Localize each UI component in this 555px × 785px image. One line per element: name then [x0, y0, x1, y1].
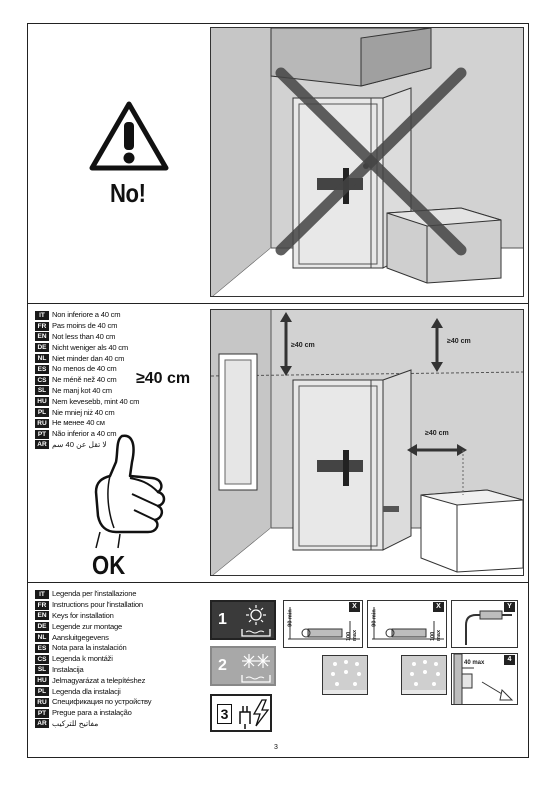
dimension-label: 100 max	[346, 629, 358, 641]
cold-water-snowflake-icon	[238, 650, 274, 684]
language-code: CS	[35, 655, 49, 664]
diagram-tag: X	[349, 602, 360, 612]
legend-title: Pregue para a instalação	[52, 708, 132, 718]
list-item	[35, 418, 139, 429]
list-item	[35, 407, 139, 418]
language-code: NL	[35, 354, 49, 363]
dimension-label: ≥40 cm	[425, 430, 449, 437]
page-number: 3	[274, 744, 278, 751]
note-text: Ne manj kot 40 cm	[52, 385, 112, 395]
list-item	[35, 321, 139, 332]
note-text: لا تقل عن 40 سم	[52, 439, 107, 449]
distance-notes-list	[35, 310, 139, 450]
note-text: Not less than 40 cm	[52, 331, 116, 341]
dimension-label: ≥40 cm	[447, 338, 471, 345]
legend-title: Nota para la instalación	[52, 643, 127, 653]
legend-title: Keys for installation	[52, 610, 114, 620]
shower-spray-illustration	[401, 655, 447, 695]
note-text: Non inferiore a 40 cm	[52, 310, 121, 320]
language-code: SL	[35, 386, 49, 395]
list-item	[35, 364, 139, 375]
diagram-tag: X	[433, 602, 444, 612]
language-code: CS	[35, 376, 49, 385]
list-item	[35, 719, 151, 730]
section-divider	[27, 582, 529, 583]
hot-water-sun-icon	[238, 604, 274, 638]
incorrect-installation-illustration	[210, 27, 524, 297]
ok-label: OK	[92, 550, 126, 580]
legend-title: Legenda dla instalacji	[52, 686, 121, 696]
diagram-tag: Y	[504, 602, 515, 612]
dimension-label: ≥40 cm	[291, 342, 315, 349]
language-code: FR	[35, 601, 49, 610]
warning-triangle-icon	[89, 100, 169, 172]
note-text: Nie mniej niż 40 cm	[52, 407, 115, 417]
dimension-label: 90 min	[287, 609, 294, 627]
language-code: ES	[35, 365, 49, 374]
language-code: RU	[35, 698, 49, 707]
language-code: EN	[35, 611, 49, 620]
list-item	[35, 310, 139, 321]
list-item	[35, 589, 151, 600]
note-text: Nicht weniger als 40 cm	[52, 342, 129, 352]
legend-title: Legende zur montage	[52, 621, 123, 631]
list-item	[35, 697, 151, 708]
list-item	[35, 332, 139, 343]
list-item	[35, 600, 151, 611]
list-item	[35, 375, 139, 386]
legend-title: Instructions pour l'installation	[52, 600, 143, 610]
legend-title: Спецификация по устройству	[52, 697, 152, 707]
language-code: IT	[35, 311, 49, 320]
min-distance-label: ≥40 cm	[136, 370, 191, 387]
language-code: PL	[35, 687, 49, 696]
dimension-label: 100 max	[430, 629, 442, 641]
list-item	[35, 342, 139, 353]
legend-title: Jelmagyarázat a telepítéshez	[52, 675, 146, 685]
note-text: Nem kevesebb, mint 40 cm	[52, 396, 140, 406]
language-code: DE	[35, 343, 49, 352]
warning-label: No!	[110, 178, 146, 208]
language-code: AR	[35, 719, 49, 728]
list-item	[35, 621, 151, 632]
correct-installation-illustration	[210, 309, 524, 576]
language-code: FR	[35, 322, 49, 331]
note-text: Не менее 40 см	[52, 418, 105, 428]
list-item	[35, 632, 151, 643]
note-text: Pas moins de 40 cm	[52, 321, 118, 331]
legend-key-electric	[210, 694, 272, 732]
language-code: DE	[35, 622, 49, 631]
list-item	[35, 396, 139, 407]
dimension-label: 40 max	[464, 660, 485, 666]
list-item	[35, 386, 139, 397]
list-item	[35, 665, 151, 676]
legend-key-hot-water	[210, 600, 276, 640]
diagram-tag: 4	[504, 655, 515, 665]
language-code: ES	[35, 644, 49, 653]
legend-title: Legenda k montáži	[52, 654, 113, 664]
language-code: SL	[35, 665, 49, 674]
language-code: EN	[35, 332, 49, 341]
note-text: Niet minder dan 40 cm	[52, 353, 125, 363]
thumbs-up-icon	[92, 432, 174, 550]
language-code: RU	[35, 419, 49, 428]
note-text: No menos de 40 cm	[52, 364, 117, 374]
legend-title: Aansluitgegevens	[52, 632, 109, 642]
language-code: NL	[35, 633, 49, 642]
language-code: AR	[35, 440, 49, 449]
legend-key-cold-water	[210, 646, 276, 686]
legend-titles-list	[35, 589, 151, 729]
list-item	[35, 643, 151, 654]
shower-spray-illustration	[322, 655, 368, 695]
language-code: HU	[35, 676, 49, 685]
language-code: PT	[35, 709, 49, 718]
key-number: 3	[217, 704, 232, 724]
language-code: IT	[35, 590, 49, 599]
key-number: 2	[218, 657, 227, 674]
language-code: PT	[35, 430, 49, 439]
note-text: Não inferior a 40 cm	[52, 429, 117, 439]
list-item	[35, 611, 151, 622]
language-code: PL	[35, 408, 49, 417]
electric-plug-icon	[236, 698, 272, 730]
note-text: Ne méně než 40 cm	[52, 375, 117, 385]
list-item	[35, 654, 151, 665]
legend-title: Legenda per l'installazione	[52, 589, 137, 599]
list-item	[35, 353, 139, 364]
list-item	[35, 675, 151, 686]
legend-title: مفاتيح للتركيب	[52, 718, 99, 728]
dimension-label: 90 min	[371, 609, 378, 627]
legend-title: Instalacija	[52, 664, 84, 674]
list-item	[35, 708, 151, 719]
language-code: HU	[35, 397, 49, 406]
section-divider	[27, 303, 529, 304]
list-item	[35, 686, 151, 697]
key-number: 1	[218, 611, 227, 628]
